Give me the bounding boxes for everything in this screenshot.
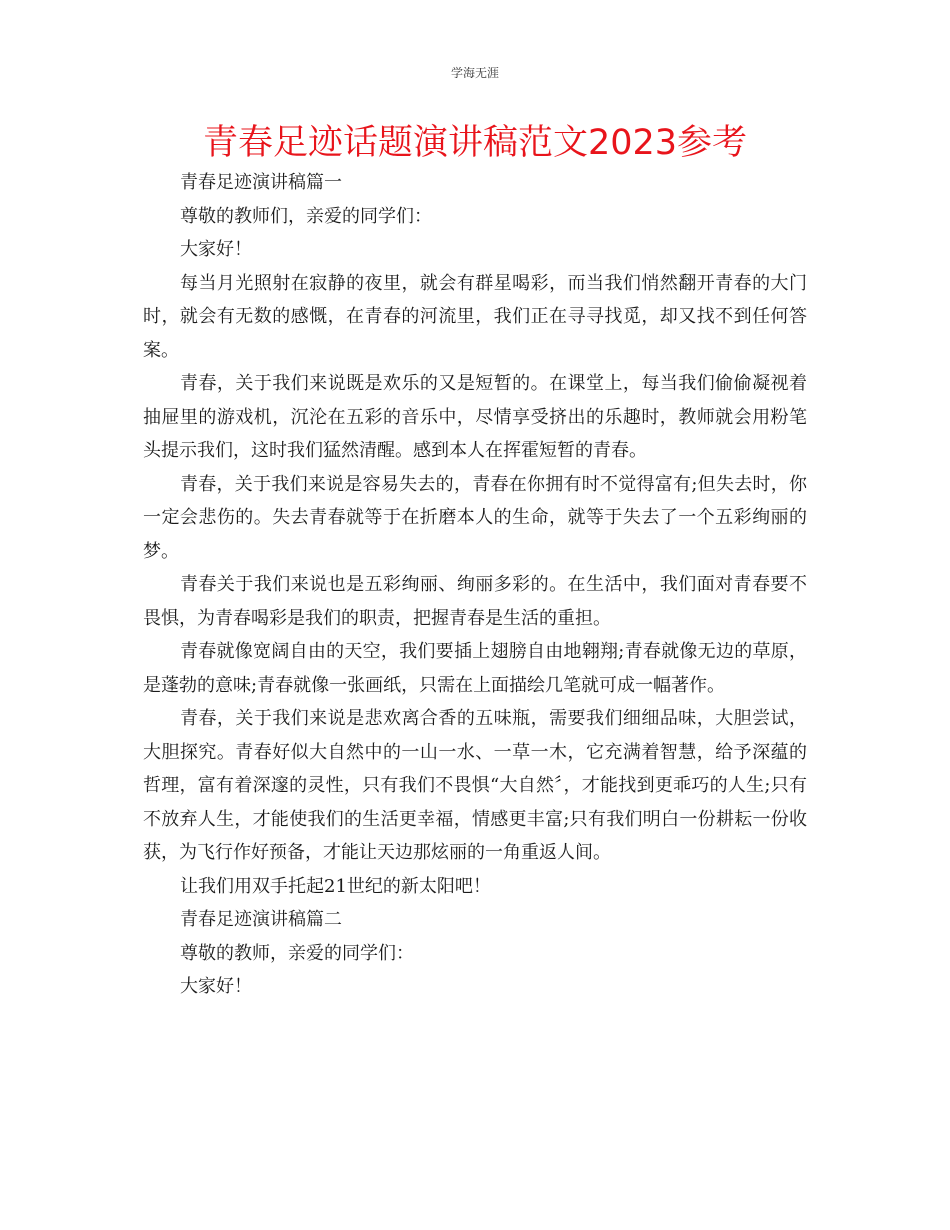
body-paragraph: 青春，关于我们来说是容易失去的，青春在你拥有时不觉得富有;但失去时，你一定会悲伤的。失去青春就等于在折磨本人的生命，就等于失去了一个五彩绚丽的梦。 [143, 473, 807, 562]
closing-line: 让我们用双手托起21世纪的新太阳吧！ [180, 875, 491, 897]
body-paragraph: 每当月光照射在寂静的夜里，就会有群星喝彩，而当我们悄然翻开青春的大门时，就会有无数的感慨，在青春的河流里，我们正在寻寻找觅，却又找不到任何答案。 [143, 272, 807, 361]
salutation-1: 尊敬的教师们，亲爱的同学们： [180, 205, 432, 227]
salutation-2: 尊敬的教师，亲爱的同学们： [180, 942, 414, 964]
section-heading-1: 青春足迹演讲稿篇一 [180, 172, 342, 193]
page-header: 学海无涯 [450, 66, 499, 80]
body-paragraph: 青春，关于我们来说是悲欢离合香的五味瓶，需要我们细细品味，大胆尝试，大胆探究。青春好似大自然中的一山一水、一草一木，它充满着智慧，给予深蕴的哲理，富有着深邃的灵性，只有我们不畏惧“大自然〞，才能找到更乖巧的人生;只有不放弃人生，才能使我们的生活更幸福，情感更丰富;只有我们明白一份耕耘一份收获，为飞行作好预备，才能让天边那炫丽的一角重返人间。 [143, 708, 807, 863]
document-body [143, 166, 807, 1004]
greeting-2: 大家好！ [180, 976, 252, 997]
body-paragraph: 青春，关于我们来说既是欢乐的又是短暂的。在课堂上，每当我们偷偷凝视着抽屉里的游戏机，沉沦在五彩的音乐中，尽情享受挤出的乐趣时，教师就会用粉笔头提示我们，这时我们猛然清醒。感到本人在挥霍短暂的青春。 [143, 373, 807, 461]
body-paragraph: 青春就像宽阔自由的天空，我们要插上翅膀自由地翱翔;青春就像无边的草原，是蓬勃的意味;青春就像一张画纸，只需在上面描绘几笔就可成一幅著作。 [143, 641, 807, 696]
greeting-1: 大家好！ [180, 239, 252, 260]
body-paragraph: 青春关于我们来说也是五彩绚丽、绚丽多彩的。在生活中，我们面对青春要不畏惧，为青春喝彩是我们的职责，把握青春是生活的重担。 [143, 574, 807, 629]
section-heading-2: 青春足迹演讲稿篇二 [180, 909, 342, 930]
document-title: 青春足迹话题演讲稿范文2023参考 [202, 123, 748, 163]
